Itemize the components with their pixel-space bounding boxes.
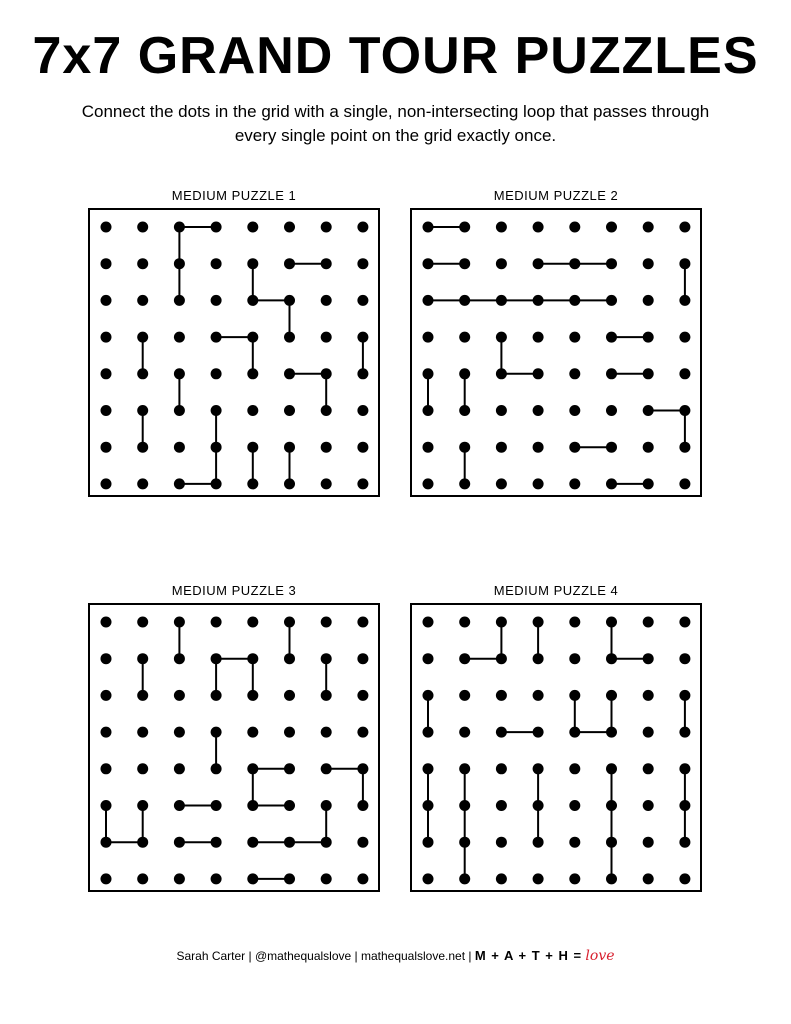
grid-dot[interactable] [137,332,148,343]
grid-dot[interactable] [284,368,295,379]
grid-dot[interactable] [606,800,617,811]
grid-dot[interactable] [247,258,258,269]
grid-dot[interactable] [643,653,654,664]
grid-dot[interactable] [211,873,222,884]
grid-dot[interactable] [284,295,295,306]
grid-dot[interactable] [643,442,654,453]
grid-dot[interactable] [643,727,654,738]
grid-dot[interactable] [679,727,690,738]
grid-dot[interactable] [101,405,112,416]
grid-dot[interactable] [643,690,654,701]
grid-dot[interactable] [174,258,185,269]
grid-dot[interactable] [606,763,617,774]
grid-dot[interactable] [533,690,544,701]
footer-credits: Sarah Carter | @mathequalslove | mathequalslove.net | [176,949,472,963]
grid-dot[interactable] [459,258,470,269]
grid-dot[interactable] [211,442,222,453]
grid-dot[interactable] [247,405,258,416]
grid-dot[interactable] [496,727,507,738]
grid-dot[interactable] [569,478,580,489]
grid-dot[interactable] [679,258,690,269]
grid-dot[interactable] [137,653,148,664]
instructions-text: Connect the dots in the grid with a single, non-intersecting loop that passes through every single point on the grid exactly once. [81,102,710,145]
grid-dot[interactable] [459,727,470,738]
grid-dot[interactable] [643,222,654,233]
grid-dot[interactable] [101,873,112,884]
grid-dot[interactable] [211,405,222,416]
grid-dot[interactable] [174,763,185,774]
grid-dot[interactable] [606,727,617,738]
grid-dot[interactable] [247,617,258,628]
grid-dot[interactable] [137,837,148,848]
grid-dot[interactable] [101,690,112,701]
grid-dot[interactable] [247,295,258,306]
grid-dot[interactable] [496,873,507,884]
grid-dot[interactable] [357,442,368,453]
grid-dot[interactable] [679,763,690,774]
grid-dot[interactable] [101,258,112,269]
grid-dot[interactable] [533,222,544,233]
grid-dot[interactable] [569,295,580,306]
grid-dot[interactable] [101,800,112,811]
puzzle-1-label: MEDIUM PUZZLE 1 [171,188,297,203]
footer [0,948,791,964]
grid-dot[interactable] [459,222,470,233]
puzzle-4-label: MEDIUM PUZZLE 4 [493,583,619,598]
grid-dot[interactable] [606,332,617,343]
grid-dot[interactable] [211,763,222,774]
grid-dot[interactable] [321,763,332,774]
grid-dot[interactable] [569,800,580,811]
grid-dot[interactable] [174,873,185,884]
grid-dot[interactable] [643,800,654,811]
grid-dot[interactable] [679,478,690,489]
grid-dot[interactable] [101,653,112,664]
grid-dot[interactable] [174,617,185,628]
grid-dot[interactable] [357,873,368,884]
grid-dot[interactable] [284,405,295,416]
grid-dot[interactable] [247,690,258,701]
grid-dot[interactable] [496,368,507,379]
grid-dot[interactable] [643,478,654,489]
grid-dot[interactable] [606,690,617,701]
grid-dot[interactable] [533,763,544,774]
grid-dot[interactable] [533,478,544,489]
grid-dot[interactable] [174,332,185,343]
grid-dot[interactable] [137,442,148,453]
grid-dot[interactable] [569,617,580,628]
grid-dot[interactable] [211,617,222,628]
grid-dot[interactable] [643,405,654,416]
grid-dot[interactable] [423,332,434,343]
grid-dot[interactable] [569,690,580,701]
grid-dot[interactable] [174,295,185,306]
grid-dot[interactable] [247,653,258,664]
grid-dot[interactable] [137,690,148,701]
grid-dot[interactable] [459,763,470,774]
grid-dot[interactable] [137,405,148,416]
grid-dot[interactable] [496,478,507,489]
grid-dot[interactable] [137,763,148,774]
grid-dot[interactable] [174,837,185,848]
grid-dot[interactable] [643,763,654,774]
grid-dot[interactable] [137,222,148,233]
grid-dot[interactable] [423,873,434,884]
grid-dot[interactable] [357,617,368,628]
grid-dot[interactable] [679,405,690,416]
grid-dot[interactable] [174,478,185,489]
grid-dot[interactable] [321,727,332,738]
footer-brand: M + A + T + H = [474,948,583,963]
grid-dot[interactable] [101,222,112,233]
grid-dot[interactable] [321,873,332,884]
grid-dot[interactable] [247,873,258,884]
puzzle-3-grid[interactable] [88,603,380,892]
grid-dot[interactable] [247,222,258,233]
grid-dot[interactable] [284,763,295,774]
page-title: 7x7 GRAND TOUR PUZZLES [32,27,759,85]
grid-dot[interactable] [247,763,258,774]
grid-dot[interactable] [679,873,690,884]
grid-dot[interactable] [459,478,470,489]
grid-dot[interactable] [211,800,222,811]
grid-dot[interactable] [211,295,222,306]
grid-dot[interactable] [679,332,690,343]
grid-dot[interactable] [357,405,368,416]
grid-dot[interactable] [496,258,507,269]
grid-dot[interactable] [459,405,470,416]
grid-dot[interactable] [459,690,470,701]
grid-dot[interactable] [247,837,258,848]
grid-dot[interactable] [137,295,148,306]
grid-dot[interactable] [321,258,332,269]
grid-dot[interactable] [606,873,617,884]
grid-dot[interactable] [679,442,690,453]
grid-dot[interactable] [137,368,148,379]
grid-dot[interactable] [101,295,112,306]
grid-dot[interactable] [174,222,185,233]
grid-dot[interactable] [101,727,112,738]
grid-dot[interactable] [569,873,580,884]
grid-dot[interactable] [679,222,690,233]
puzzle-dot-grid[interactable] [410,208,702,497]
grid-dot[interactable] [533,617,544,628]
footer-love: love [585,948,615,964]
grid-dot[interactable] [643,332,654,343]
grid-dot[interactable] [679,690,690,701]
grid-dot[interactable] [533,368,544,379]
grid-dot[interactable] [569,258,580,269]
grid-dot[interactable] [284,478,295,489]
grid-dot[interactable] [679,837,690,848]
grid-dot[interactable] [533,442,544,453]
grid-dot[interactable] [606,837,617,848]
grid-dot[interactable] [569,368,580,379]
grid-dot[interactable] [606,442,617,453]
grid-dot[interactable] [357,295,368,306]
grid-dot[interactable] [321,368,332,379]
grid-dot[interactable] [423,405,434,416]
puzzle-dot-grid[interactable] [88,603,380,892]
grid-dot[interactable] [606,222,617,233]
grid-dot[interactable] [284,690,295,701]
grid-dot[interactable] [247,332,258,343]
grid-dot[interactable] [423,690,434,701]
grid-dot[interactable] [211,653,222,664]
grid-dot[interactable] [211,837,222,848]
grid-dot[interactable] [606,478,617,489]
grid-dot[interactable] [247,727,258,738]
grid-dot[interactable] [679,617,690,628]
grid-dot[interactable] [174,800,185,811]
grid-dot[interactable] [357,222,368,233]
grid-dot[interactable] [606,368,617,379]
grid-dot[interactable] [284,873,295,884]
grid-dot[interactable] [357,478,368,489]
puzzle-3-label: MEDIUM PUZZLE 3 [171,583,297,598]
grid-dot[interactable] [569,763,580,774]
grid-dot[interactable] [459,873,470,884]
grid-dot[interactable] [643,617,654,628]
grid-dot[interactable] [174,442,185,453]
grid-dot[interactable] [101,763,112,774]
grid-dot[interactable] [423,800,434,811]
grid-dot[interactable] [679,653,690,664]
grid-dot[interactable] [357,258,368,269]
grid-dot[interactable] [533,873,544,884]
grid-dot[interactable] [101,837,112,848]
grid-dot[interactable] [284,800,295,811]
grid-dot[interactable] [211,478,222,489]
grid-dot[interactable] [247,478,258,489]
grid-dot[interactable] [423,727,434,738]
grid-dot[interactable] [423,478,434,489]
grid-dot[interactable] [174,368,185,379]
grid-dot[interactable] [496,763,507,774]
grid-dot[interactable] [284,837,295,848]
grid-dot[interactable] [533,837,544,848]
grid-dot[interactable] [606,653,617,664]
grid-dot[interactable] [137,258,148,269]
grid-dot[interactable] [137,800,148,811]
grid-dot[interactable] [423,653,434,664]
grid-dot[interactable] [679,800,690,811]
grid-dot[interactable] [321,332,332,343]
grid-dot[interactable] [459,295,470,306]
grid-dot[interactable] [284,332,295,343]
grid-dot[interactable] [423,222,434,233]
grid-dot[interactable] [643,368,654,379]
grid-dot[interactable] [284,617,295,628]
grid-dot[interactable] [423,295,434,306]
grid-dot[interactable] [496,332,507,343]
grid-dot[interactable] [423,763,434,774]
grid-dot[interactable] [137,478,148,489]
puzzle-1-grid[interactable] [88,208,380,497]
grid-dot[interactable] [211,258,222,269]
grid-dot[interactable] [321,690,332,701]
grid-dot[interactable] [321,295,332,306]
grid-dot[interactable] [321,800,332,811]
grid-dot[interactable] [423,442,434,453]
grid-dot[interactable] [211,690,222,701]
puzzle-2-grid[interactable] [410,208,702,497]
grid-dot[interactable] [569,405,580,416]
puzzle-2-label: MEDIUM PUZZLE 2 [493,188,619,203]
grid-dot[interactable] [459,800,470,811]
grid-dot[interactable] [321,478,332,489]
grid-dot[interactable] [569,837,580,848]
grid-dot[interactable] [101,368,112,379]
grid-dot[interactable] [137,873,148,884]
grid-dot[interactable] [423,617,434,628]
grid-dot[interactable] [496,442,507,453]
grid-dot[interactable] [643,258,654,269]
grid-dot[interactable] [533,727,544,738]
grid-dot[interactable] [569,727,580,738]
grid-dot[interactable] [211,368,222,379]
grid-dot[interactable] [496,295,507,306]
grid-dot[interactable] [101,478,112,489]
puzzle-dot-grid[interactable] [88,208,380,497]
grid-dot[interactable] [459,442,470,453]
grid-dot[interactable] [569,222,580,233]
grid-dot[interactable] [679,368,690,379]
grid-dot[interactable] [459,332,470,343]
grid-dot[interactable] [533,258,544,269]
grid-dot[interactable] [496,405,507,416]
grid-dot[interactable] [533,405,544,416]
grid-dot[interactable] [569,442,580,453]
grid-dot[interactable] [496,617,507,628]
grid-dot[interactable] [211,727,222,738]
grid-dot[interactable] [101,617,112,628]
grid-dot[interactable] [357,653,368,664]
grid-dot[interactable] [569,332,580,343]
grid-dot[interactable] [211,332,222,343]
grid-dot[interactable] [423,258,434,269]
grid-dot[interactable] [247,442,258,453]
puzzle-dot-grid[interactable] [410,603,702,892]
grid-dot[interactable] [357,727,368,738]
grid-dot[interactable] [101,332,112,343]
grid-dot[interactable] [211,222,222,233]
grid-dot[interactable] [174,727,185,738]
grid-dot[interactable] [459,368,470,379]
grid-dot[interactable] [533,295,544,306]
grid-dot[interactable] [284,258,295,269]
grid-dot[interactable] [284,442,295,453]
grid-dot[interactable] [284,222,295,233]
grid-dot[interactable] [357,690,368,701]
grid-dot[interactable] [606,405,617,416]
grid-dot[interactable] [496,653,507,664]
grid-dot[interactable] [247,800,258,811]
grid-dot[interactable] [357,800,368,811]
grid-dot[interactable] [357,837,368,848]
grid-dot[interactable] [606,258,617,269]
grid-dot[interactable] [174,405,185,416]
grid-dot[interactable] [459,617,470,628]
grid-dot[interactable] [679,295,690,306]
grid-dot[interactable] [533,653,544,664]
grid-dot[interactable] [496,690,507,701]
grid-dot[interactable] [423,368,434,379]
grid-dot[interactable] [643,295,654,306]
grid-dot[interactable] [496,837,507,848]
grid-dot[interactable] [137,617,148,628]
grid-dot[interactable] [284,727,295,738]
grid-dot[interactable] [606,617,617,628]
grid-dot[interactable] [533,800,544,811]
grid-dot[interactable] [357,332,368,343]
grid-dot[interactable] [321,405,332,416]
grid-dot[interactable] [643,837,654,848]
grid-dot[interactable] [321,617,332,628]
grid-dot[interactable] [174,653,185,664]
grid-dot[interactable] [496,800,507,811]
grid-dot[interactable] [321,653,332,664]
grid-dot[interactable] [533,332,544,343]
grid-dot[interactable] [321,837,332,848]
grid-dot[interactable] [357,368,368,379]
grid-dot[interactable] [459,653,470,664]
grid-dot[interactable] [284,653,295,664]
grid-dot[interactable] [247,368,258,379]
grid-dot[interactable] [321,222,332,233]
puzzle-4-grid[interactable] [410,603,702,892]
grid-dot[interactable] [137,727,148,738]
grid-dot[interactable] [606,295,617,306]
grid-dot[interactable] [569,653,580,664]
grid-dot[interactable] [423,837,434,848]
grid-dot[interactable] [321,442,332,453]
grid-dot[interactable] [459,837,470,848]
grid-dot[interactable] [357,763,368,774]
grid-dot[interactable] [174,690,185,701]
grid-dot[interactable] [643,873,654,884]
grid-dot[interactable] [496,222,507,233]
grid-dot[interactable] [101,442,112,453]
